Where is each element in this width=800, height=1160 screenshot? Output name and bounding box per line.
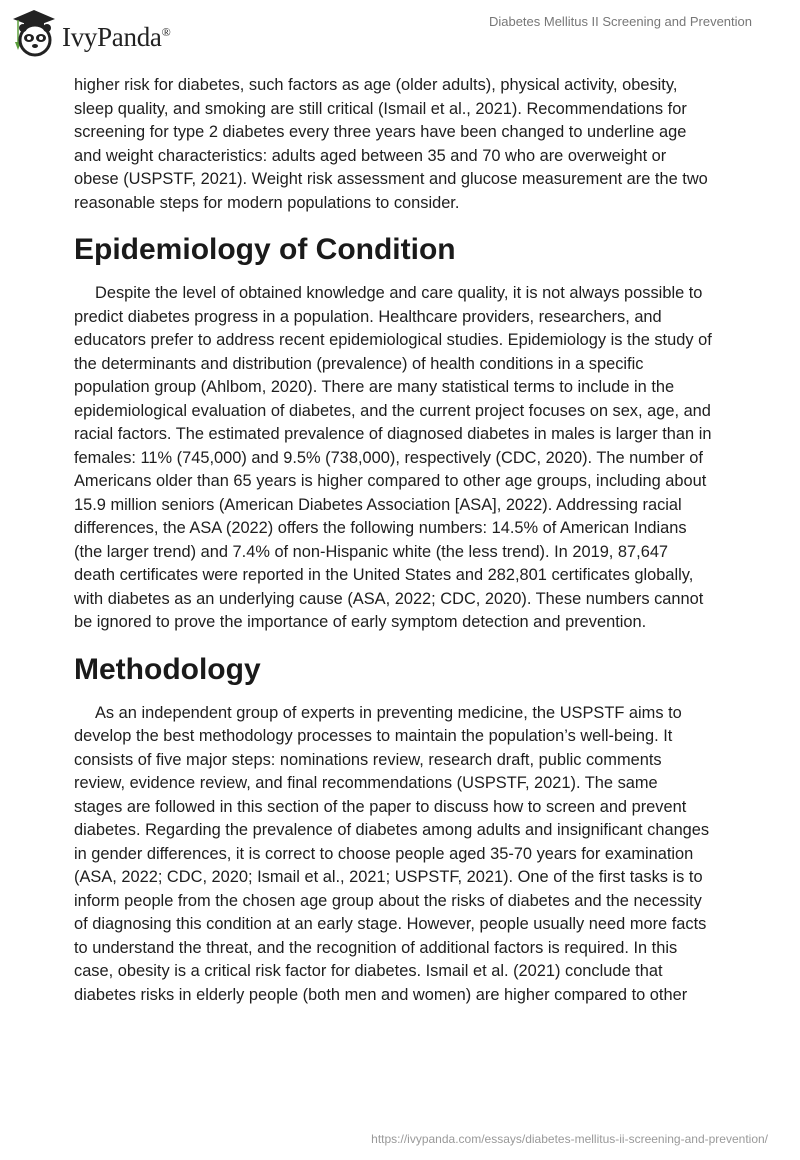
text-line: educators prefer to address recent epidemiological studies. Epidemiology is the study of bbox=[74, 331, 712, 349]
text-line: screening for type 2 diabetes every three years have been changed to underline age bbox=[74, 123, 687, 141]
text-line: epidemiological evaluation of diabetes, and the current project focuses on sex, age, and bbox=[74, 401, 711, 420]
text-line: As an independent group of experts in preventing medicine, the USPSTF aims to bbox=[95, 703, 682, 722]
source-url[interactable]: https://ivypanda.com/essays/diabetes-mellitus-ii-screening-and-prevention/ bbox=[371, 1132, 768, 1146]
text-line: inform people from the chosen age group about the risks of diabetes and the necessity bbox=[74, 891, 702, 910]
text-line: diabetes. Regarding the prevalence of diabetes among adults and insignificant changes bbox=[74, 821, 710, 839]
text-line: Despite the level of obtained knowledge and care quality, it is not always possible to bbox=[95, 284, 703, 302]
section-heading: Methodology bbox=[74, 652, 261, 686]
text-line: females: 11% (745,000) and 9.5% (738,000), respectively (CDC, 2020). The number of bbox=[74, 448, 703, 467]
text-line: obese (USPSTF, 2021). Weight risk assessment and glucose measurement are the two bbox=[74, 170, 708, 188]
paragraph bbox=[74, 702, 734, 1008]
text-line: of diagnosing this condition at an early stage. However, people usually need more facts bbox=[74, 915, 707, 933]
panda-graduate-icon bbox=[12, 8, 56, 58]
text-line: sleep quality, and smoking are still critical (Ismail et al., 2021). Recommendations for bbox=[74, 99, 687, 118]
text-line: higher risk for diabetes, such factors as age (older adults), physical activity, obesity, bbox=[74, 76, 678, 94]
paragraph bbox=[74, 74, 734, 215]
text-line: and weight characteristics: adults aged between 35 and 70 who are overweight or bbox=[74, 146, 667, 165]
text-line: to understand the threat, and the recognition of additional factors is required. In this bbox=[74, 938, 678, 957]
text-line: Americans older than 65 years is higher compared to other age groups, including about bbox=[74, 472, 707, 490]
text-line: stages are followed in this section of the paper to discuss how to screen and prevent bbox=[74, 797, 687, 816]
text-line: (ASA, 2022; CDC, 2020; Ismail et al., 2021; USPSTF, 2021). One of the first tasks is to bbox=[74, 868, 703, 886]
logo-text: IvyPanda bbox=[62, 21, 162, 52]
text-line: differences, the ASA (2022) offers the following numbers: 14.5% of American Indians bbox=[74, 519, 687, 537]
text-line: 15.9 million seniors (American Diabetes Association [ASA], 2022). Addressing racial bbox=[74, 495, 682, 514]
document-body bbox=[74, 74, 734, 1007]
text-line: diabetes risks in elderly people (both men and women) are higher compared to other bbox=[74, 985, 688, 1004]
text-line: (the larger trend) and 7.4% of non-Hispanic white (the less trend). In 2019, 87,647 bbox=[74, 542, 669, 561]
paragraph bbox=[74, 282, 734, 635]
text-line: population group (Ahlbom, 2020). There are many statistical terms to include in the bbox=[74, 378, 675, 396]
text-line: develop the best methodology processes to maintain the population’s well-being. It bbox=[74, 727, 673, 745]
text-line: predict diabetes progress in a population. Healthcare providers, researchers, and bbox=[74, 307, 662, 326]
registered-mark: ® bbox=[161, 24, 171, 39]
text-line: consists of five major steps: nominations review, research draft, public comments bbox=[74, 750, 662, 769]
text-line: case, obesity is a critical risk factor for diabetes. Ismail et al. (2021) conclude that bbox=[74, 962, 663, 980]
text-line: the determinants and distribution (prevalence) of health conditions in a specific bbox=[74, 354, 644, 373]
text-line: death certificates were reported in the United States and 282,801 certificates globally, bbox=[74, 566, 694, 584]
text-line: racial factors. The estimated prevalence of diagnosed diabetes in males is larger than in bbox=[74, 425, 712, 443]
text-line: review, evidence review, and final recommendations (USPSTF, 2021). The same bbox=[74, 774, 658, 792]
text-line: in gender differences, it is correct to choose people aged 35-70 years for examination bbox=[74, 844, 694, 863]
text-line: reasonable steps for modern populations to consider. bbox=[74, 193, 460, 212]
ivypanda-logo[interactable] bbox=[12, 8, 170, 58]
text-line: be ignored to prove the importance of early symptom detection and prevention. bbox=[74, 613, 647, 631]
text-line: with diabetes as an underlying cause (ASA, 2022; CDC, 2020). These numbers cannot bbox=[74, 589, 704, 608]
section-heading: Epidemiology of Condition bbox=[74, 233, 456, 266]
document-title: Diabetes Mellitus II Screening and Prevention bbox=[488, 14, 752, 29]
